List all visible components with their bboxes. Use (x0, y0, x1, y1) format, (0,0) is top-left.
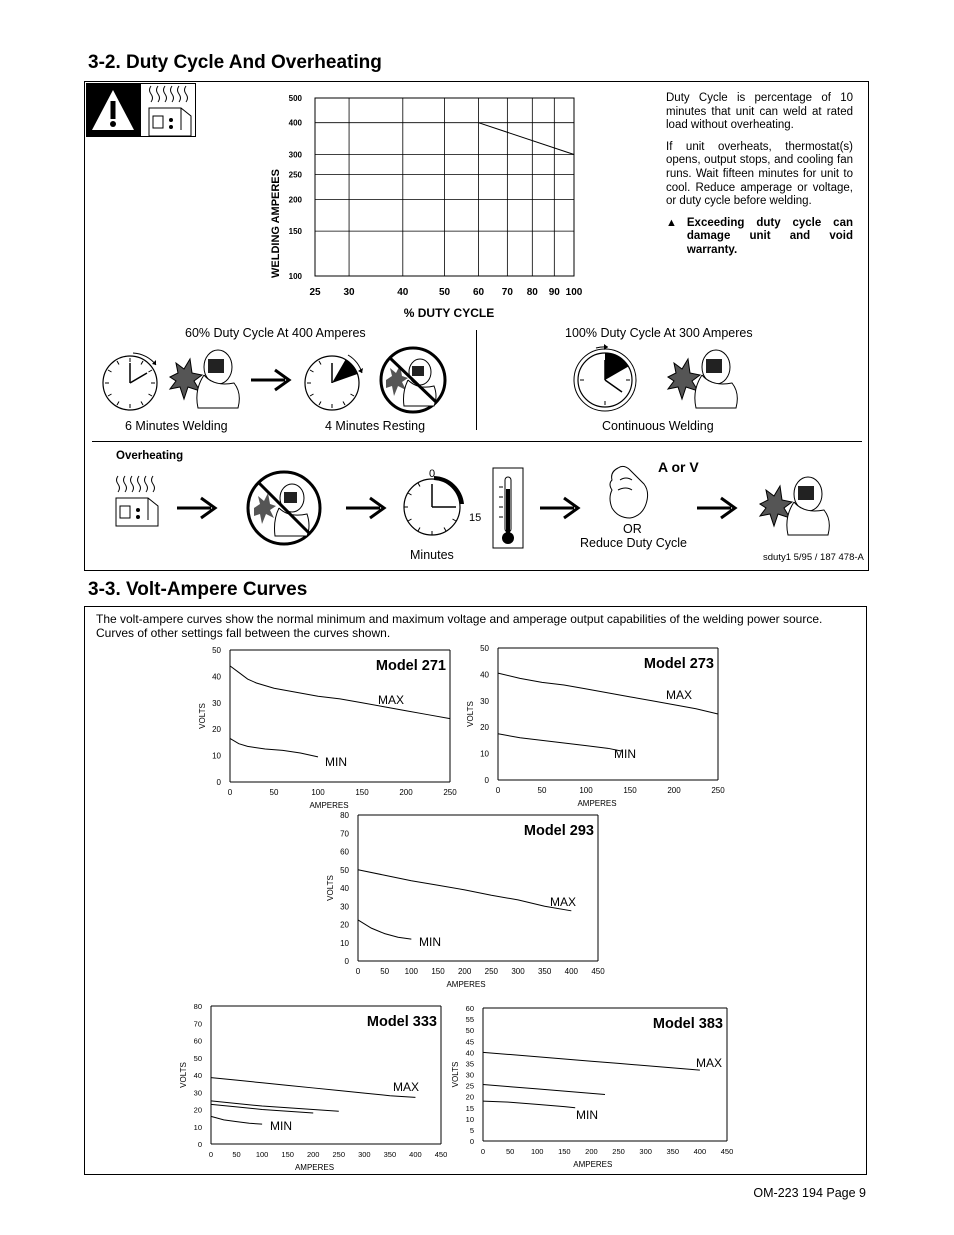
x-tick-label: 0 (208, 1150, 214, 1159)
x-tick-label: 300 (639, 1147, 652, 1156)
series-label-min: MIN (325, 755, 347, 769)
chart-model-271 (190, 640, 470, 812)
chart-title: Model 273 (643, 656, 714, 672)
duty-chart-ylabel: WELDING AMPERES (270, 169, 282, 278)
y-tick-label: 10 (465, 1114, 474, 1124)
x-tick-label: 50 (232, 1150, 241, 1159)
y-tick-label: 30 (480, 696, 489, 706)
x-tick-label: 300 (358, 1150, 371, 1159)
chart-title: Model 271 (375, 658, 446, 674)
y-tick-label: 25 (465, 1081, 474, 1091)
chart-title: Model 333 (366, 1014, 437, 1030)
y-axis-label: VOLTS (326, 875, 335, 901)
duty-x-tick-label: 80 (526, 287, 538, 298)
y-tick-label: 40 (340, 884, 349, 893)
x-tick-label: 450 (591, 967, 605, 976)
x-tick-label: 100 (404, 967, 419, 976)
series-label-min: MIN (419, 935, 441, 949)
x-tick-label: 450 (434, 1150, 448, 1159)
duty-x-tick-label: 90 (548, 287, 560, 298)
y-tick-label: 40 (193, 1071, 202, 1080)
x-tick-label: 250 (484, 967, 499, 976)
duty-y-tick-label: 100 (288, 272, 302, 281)
section-title-duty-cycle: 3-2. Duty Cycle And Overheating (88, 52, 382, 73)
arrow-right-icon (538, 494, 583, 522)
duty-x-tick-label: 70 (501, 287, 513, 298)
warning-bullet-icon: ▲ (666, 216, 677, 229)
x-tick-label: 0 (355, 967, 361, 976)
overheating-unit-icon (140, 83, 196, 137)
volt-ampere-intro: The volt-ampere curves show the normal minimum and maximum voltage and amperage output capabilities of the welding power source. Curves of other settings fall between the curves shown. (96, 612, 823, 640)
series-label-min: MIN (614, 747, 636, 761)
caption-60-duty: 60% Duty Cycle At 400 Amperes (185, 326, 366, 340)
y-tick-label: 30 (465, 1070, 474, 1080)
thermometer-icon (492, 467, 524, 549)
x-tick-label: 350 (666, 1147, 680, 1156)
no-welding-icon (244, 468, 324, 548)
x-axis-label: AMPERES (577, 799, 617, 808)
x-tick-label: 250 (332, 1150, 346, 1159)
x-tick-label: 200 (667, 786, 681, 795)
warning-text: Exceeding duty cycle can damage unit and void warranty. (686, 216, 853, 256)
chart-model-293 (315, 808, 615, 993)
y-tick-label: 70 (340, 829, 349, 839)
caption-100-duty: 100% Duty Cycle At 300 Amperes (565, 326, 753, 340)
hand-adjust-icon (606, 460, 656, 520)
clock-icon (302, 345, 372, 415)
x-axis-label: AMPERES (294, 1163, 335, 1172)
chart-title: Model 383 (652, 1016, 723, 1032)
series-line-intermediate (483, 1084, 605, 1094)
y-axis-label: VOLTS (466, 701, 475, 727)
y-axis-label: VOLTS (179, 1062, 188, 1088)
duty-chart-ticks (289, 94, 583, 298)
y-tick-label: 50 (193, 1053, 202, 1063)
y-tick-label: 20 (193, 1105, 202, 1115)
description-paragraph-1: Duty Cycle is percentage of 10 minutes that unit can weld at rated load without overheating. (666, 92, 853, 132)
clock-label-zero: 0 (429, 468, 436, 480)
x-axis-label: AMPERES (446, 980, 486, 989)
x-tick-label: 350 (383, 1150, 397, 1159)
caption-reduce-duty-cycle: Reduce Duty Cycle (580, 536, 687, 550)
y-tick-label: 60 (465, 1004, 474, 1013)
duty-x-tick-label: 50 (438, 287, 451, 298)
duty-y-tick-label: 300 (288, 150, 302, 160)
series-line-max (211, 1078, 415, 1098)
clock-label-fifteen: 15 (469, 512, 482, 524)
y-axis-label: VOLTS (198, 703, 207, 729)
y-tick-label: 60 (193, 1036, 202, 1046)
y-tick-label: 80 (340, 811, 349, 820)
x-tick-label: 400 (693, 1147, 707, 1156)
y-tick-label: 0 (469, 1137, 474, 1146)
duty-y-tick-label: 500 (288, 94, 302, 103)
overheating-unit-icon (112, 470, 162, 530)
series-line-max (358, 870, 571, 911)
y-tick-label: 0 (344, 957, 349, 966)
x-axis-label: AMPERES (573, 1160, 613, 1169)
arrow-right-icon (175, 494, 220, 522)
x-tick-label: 150 (431, 967, 445, 976)
welder-icon (666, 345, 741, 410)
no-welding-icon (376, 346, 450, 414)
figure-reference: sduty1 5/95 / 187 478-A (763, 552, 864, 563)
y-tick-label: 70 (193, 1019, 202, 1029)
x-tick-label: 200 (399, 788, 413, 797)
clock-icon (398, 470, 473, 545)
arrow-right-icon (249, 366, 294, 394)
chart-model-383 (445, 998, 745, 1174)
y-axis-label: VOLTS (451, 1061, 460, 1088)
series-label-min: MIN (576, 1108, 598, 1122)
x-tick-label: 250 (612, 1147, 625, 1156)
y-tick-label: 40 (480, 670, 489, 680)
x-tick-label: 250 (711, 786, 725, 795)
series-line-min (498, 734, 621, 751)
caption-continuous: Continuous Welding (602, 419, 714, 433)
welder-icon (758, 472, 833, 537)
y-tick-label: 50 (212, 646, 221, 655)
series-label-max: MAX (393, 1080, 420, 1094)
y-tick-label: 0 (197, 1140, 202, 1149)
duty-y-tick-label: 250 (288, 170, 302, 180)
x-tick-label: 150 (281, 1150, 294, 1159)
x-axis-label: AMPERES (309, 801, 349, 810)
duty-x-tick-label: 30 (343, 287, 355, 298)
series-label-max: MAX (550, 895, 577, 909)
x-tick-label: 100 (579, 786, 593, 795)
caption-minutes: Minutes (410, 548, 454, 562)
x-tick-label: 400 (409, 1150, 422, 1159)
y-tick-label: 40 (212, 672, 221, 682)
y-tick-label: 80 (193, 1002, 202, 1011)
chart-title: Model 293 (523, 823, 594, 839)
x-tick-label: 300 (511, 967, 525, 976)
caption-overheating: Overheating (116, 450, 184, 462)
y-tick-label: 20 (465, 1092, 474, 1102)
y-tick-label: 50 (340, 865, 349, 875)
x-tick-label: 450 (720, 1147, 734, 1156)
y-tick-label: 40 (465, 1048, 474, 1058)
x-tick-label: 150 (558, 1147, 571, 1156)
duty-x-tick-label: 25 (309, 287, 321, 298)
y-tick-label: 10 (480, 749, 489, 759)
caption-resting: 4 Minutes Resting (325, 419, 426, 433)
y-tick-label: 0 (484, 776, 489, 785)
duty-chart-xlabel: % DUTY CYCLE (403, 306, 495, 320)
duty-y-tick-label: 400 (288, 118, 302, 128)
duty-chart-series (479, 123, 574, 155)
series-line-min (230, 738, 318, 756)
y-tick-label: 55 (465, 1015, 474, 1025)
y-tick-label: 15 (465, 1103, 474, 1113)
y-tick-label: 50 (465, 1026, 474, 1036)
warning-triangle-icon (86, 83, 140, 137)
y-tick-label: 30 (193, 1088, 202, 1098)
x-tick-label: 50 (380, 967, 390, 976)
series-line-min (358, 920, 411, 939)
series-label-max: MAX (666, 688, 693, 702)
arrow-right-icon (344, 494, 389, 522)
caption-welding: 6 Minutes Welding (125, 419, 228, 433)
duty-cycle-chart (255, 90, 595, 320)
section-title-volt-ampere: 3-3. Volt-Ampere Curves (88, 579, 308, 600)
y-tick-label: 10 (193, 1122, 202, 1132)
x-tick-label: 250 (443, 788, 457, 797)
arrow-right-icon (695, 494, 740, 522)
y-tick-label: 5 (469, 1125, 474, 1135)
horizontal-divider (92, 441, 862, 442)
duty-x-tick-label: 60 (473, 287, 485, 298)
y-tick-label: 10 (212, 751, 221, 761)
y-tick-label: 45 (465, 1037, 474, 1047)
y-tick-label: 50 (480, 644, 489, 653)
series-line-max (483, 1052, 700, 1070)
x-tick-label: 0 (495, 786, 501, 795)
x-tick-label: 150 (355, 788, 369, 797)
duty-chart-grid (315, 98, 574, 276)
y-tick-label: 30 (212, 698, 221, 708)
x-tick-label: 350 (537, 967, 552, 976)
description-paragraph-2: If unit overheats, thermostat(s) opens, output stops, and cooling fan runs. Wait fifteen minutes for unit to cool. Reduce amperage or voltage, or duty cycle before welding. (666, 140, 853, 208)
vertical-divider (476, 330, 477, 430)
y-tick-label: 20 (480, 723, 489, 733)
x-tick-label: 100 (255, 1150, 269, 1159)
x-tick-label: 50 (269, 788, 279, 797)
series-line-min (483, 1101, 575, 1108)
y-tick-label: 30 (340, 902, 349, 912)
warning-note (666, 217, 853, 258)
chart-model-333 (175, 998, 460, 1174)
x-tick-label: 100 (311, 788, 325, 797)
x-tick-label: 400 (564, 967, 579, 976)
x-tick-label: 200 (585, 1147, 598, 1156)
duty-x-tick-label: 100 (565, 287, 583, 298)
duty-series-line (479, 123, 574, 155)
welder-icon (168, 345, 243, 410)
duty-x-tick-label: 40 (397, 287, 409, 298)
y-tick-label: 20 (212, 725, 221, 735)
x-tick-label: 0 (480, 1147, 486, 1156)
series-label-max: MAX (696, 1056, 723, 1070)
caption-or: OR (623, 522, 642, 536)
series-label-max: MAX (378, 693, 405, 707)
caption-a-or-v: A or V (658, 459, 699, 475)
y-tick-label: 10 (340, 938, 349, 948)
series-label-min: MIN (270, 1119, 292, 1133)
x-tick-label: 200 (457, 967, 472, 976)
x-tick-label: 200 (306, 1150, 320, 1159)
y-tick-label: 60 (340, 847, 349, 857)
x-tick-label: 50 (505, 1147, 515, 1156)
y-tick-label: 0 (216, 778, 221, 787)
y-tick-label: 20 (340, 920, 349, 930)
y-tick-label: 35 (465, 1059, 474, 1069)
x-tick-label: 50 (537, 786, 547, 795)
clock-icon (570, 342, 642, 414)
duty-y-tick-label: 150 (288, 227, 302, 237)
x-tick-label: 0 (227, 788, 233, 797)
chart-model-273 (456, 640, 746, 812)
clock-icon (100, 345, 165, 415)
series-line-min (211, 1116, 262, 1124)
x-tick-label: 100 (530, 1147, 544, 1156)
x-tick-label: 150 (623, 786, 637, 795)
duty-cycle-description (666, 92, 853, 258)
page-footer: OM-223 194 Page 9 (753, 1186, 866, 1200)
duty-y-tick-label: 200 (288, 195, 302, 205)
